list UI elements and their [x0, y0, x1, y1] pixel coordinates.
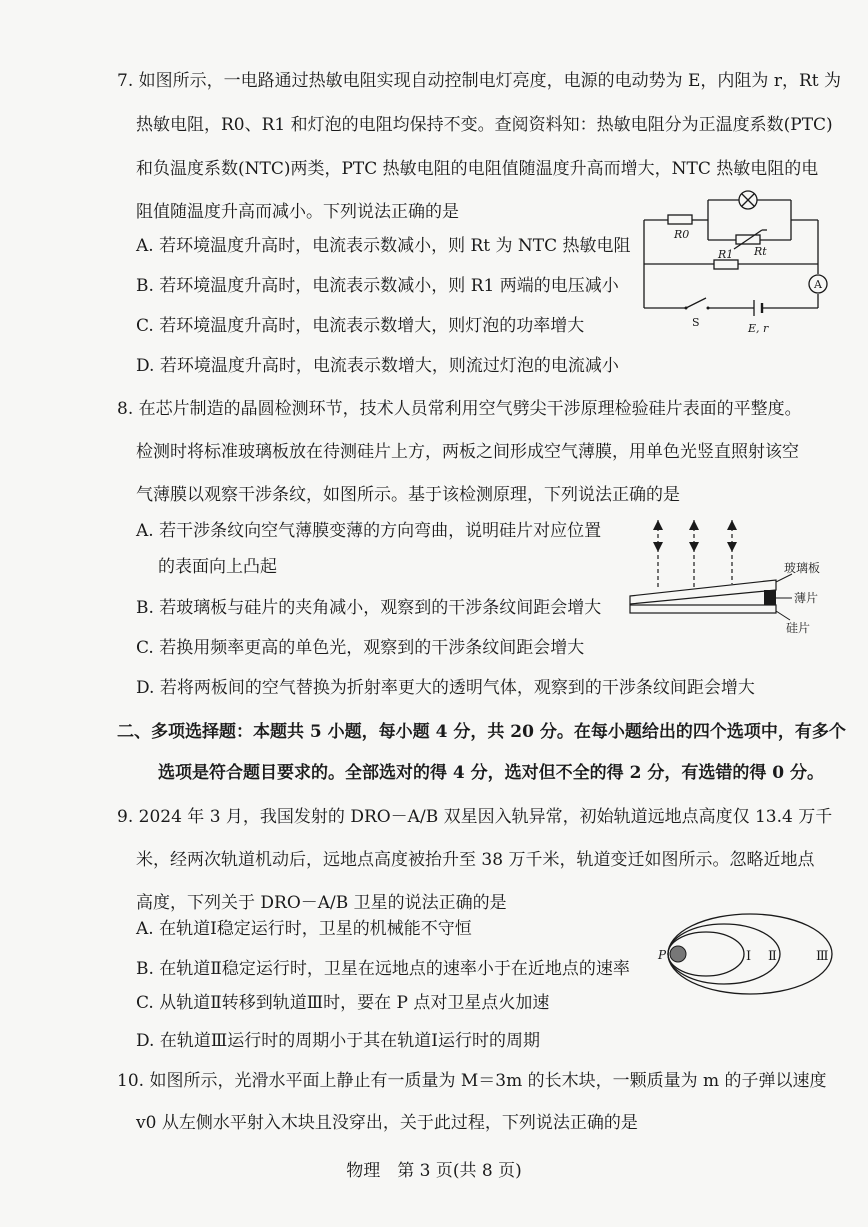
q7-label-r1: R1	[718, 248, 734, 261]
q8-stem-line-2: 检测时将标准玻璃板放在待测硅片上方，两板之间形成空气薄膜，用单色光竖直照射该空	[136, 442, 799, 462]
q7-label-r0: R0	[674, 228, 690, 241]
q10-stem-line-2: v0 从左侧水平射入木块且没穿出，关于此过程，下列说法正确的是	[136, 1113, 638, 1133]
q9-stem-line-2: 米，经两次轨道机动后，远地点高度被抬升至 38 万千米，轨道变迁如图所示。忽略近地点	[136, 850, 815, 870]
q8-label-thin-sheet: 薄片	[794, 591, 819, 605]
q8-air-wedge-diagram	[626, 512, 826, 642]
q7-label-ammeter: A	[814, 278, 822, 291]
q7-stem-line-2: 热敏电阻，R0、R1 和灯泡的电阻均保持不变。查阅资料知：热敏电阻分为正温度系数(PTC)	[136, 115, 833, 135]
q9-option-d: D. 在轨道Ⅲ运行时的周期小于其在轨道Ⅰ运行时的周期	[136, 1031, 540, 1051]
q8-label-wafer: 硅片	[786, 621, 811, 635]
q7-stem-line-1: 7. 如图所示，一电路通过热敏电阻实现自动控制电灯亮度，电源的电动势为 E，内阻为 r，Rt 为	[117, 71, 842, 91]
q7-label-source: E, r	[748, 322, 769, 335]
q9-label-orbit-2: Ⅱ	[768, 949, 777, 964]
q7-label-switch: S	[692, 316, 700, 329]
q8-option-a-cont: 的表面向上凸起	[158, 557, 277, 577]
q9-option-a: A. 在轨道Ⅰ稳定运行时，卫星的机械能不守恒	[136, 919, 472, 939]
q8-option-d: D. 若将两板间的空气替换为折射率更大的透明气体，观察到的干涉条纹间距会增大	[136, 678, 755, 698]
q8-option-c: C. 若换用频率更高的单色光，观察到的干涉条纹间距会增大	[136, 638, 585, 658]
q7-label-rt: Rt	[754, 245, 767, 258]
q9-stem-line-1: 9. 2024 年 3 月，我国发射的 DRO－A/B 双星因入轨异常，初始轨道远地点高度仅 13.4 万千	[117, 807, 833, 827]
q9-option-c: C. 从轨道Ⅱ转移到轨道Ⅲ时，要在 P 点对卫星点火加速	[136, 993, 550, 1013]
q7-option-a: A. 若环境温度升高时，电流表示数减小，则 Rt 为 NTC 热敏电阻	[136, 236, 631, 256]
q7-option-c: C. 若环境温度升高时，电流表示数增大，则灯泡的功率增大	[136, 316, 585, 336]
section2-heading-line-1: 二、多项选择题：本题共 5 小题，每小题 4 分，共 20 分。在每小题给出的四个选项中，有多个	[117, 722, 846, 742]
page-footer: 物理 第 3 页(共 8 页)	[346, 1161, 522, 1181]
q7-option-d: D. 若环境温度升高时，电流表示数增大，则流过灯泡的电流减小	[136, 356, 619, 376]
q7-stem-line-3: 和负温度系数(NTC)两类，PTC 热敏电阻的电阻值随温度升高而增大，NTC 热敏电阻的电	[136, 159, 819, 179]
q9-orbit-diagram	[654, 910, 844, 1000]
q9-label-orbit-3: Ⅲ	[816, 949, 829, 964]
q9-label-p: P	[658, 948, 667, 962]
q9-option-b: B. 在轨道Ⅱ稳定运行时，卫星在远地点的速率小于在近地点的速率	[136, 959, 630, 979]
q10-stem-line-1: 10. 如图所示，光滑水平面上静止有一质量为 M＝3m 的长木块，一颗质量为 m 的子弹以速度	[117, 1071, 827, 1091]
q7-option-b: B. 若环境温度升高时，电流表示数减小，则 R1 两端的电压减小	[136, 276, 619, 296]
q8-option-b: B. 若玻璃板与硅片的夹角减小，观察到的干涉条纹间距会增大	[136, 598, 602, 618]
q9-label-orbit-1: Ⅰ	[746, 949, 752, 964]
q8-option-a: A. 若干涉条纹向空气薄膜变薄的方向弯曲，说明硅片对应位置	[136, 521, 602, 541]
q8-stem-line-3: 气薄膜以观察干涉条纹，如图所示。基于该检测原理，下列说法正确的是	[136, 485, 680, 505]
section2-heading-line-2: 选项是符合题目要求的。全部选对的得 4 分，选对但不全的得 2 分，有选错的得 0 分。	[158, 763, 824, 783]
q9-stem-line-3: 高度，下列关于 DRO－A/B 卫星的说法正确的是	[136, 893, 507, 913]
q7-stem-line-4: 阻值随温度升高而减小。下列说法正确的是	[136, 202, 459, 222]
q8-stem-line-1: 8. 在芯片制造的晶圆检测环节，技术人员常利用空气劈尖干涉原理检验硅片表面的平整度。	[117, 399, 802, 419]
q8-label-glass: 玻璃板	[784, 561, 821, 575]
q7-circuit-diagram	[636, 190, 836, 340]
